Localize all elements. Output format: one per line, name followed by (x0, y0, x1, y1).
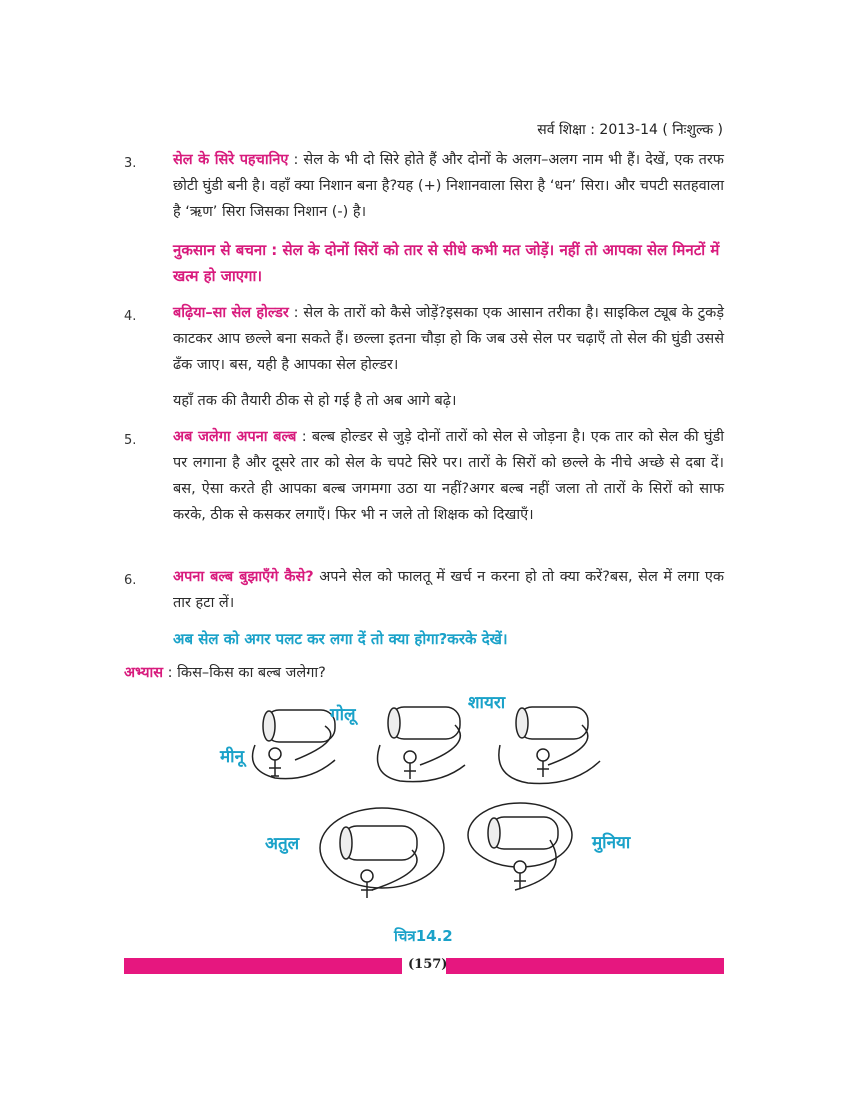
item-body (173, 564, 724, 616)
item-number: 3. (124, 156, 137, 171)
item-extra: यहाँ तक की तैयारी ठीक से हो गई है तो अब आगे बढ़े। (173, 393, 457, 409)
circuit-illustration-shayra (488, 695, 613, 790)
figure-label-golu: गोलू (330, 705, 356, 725)
item-text: : सेल के भी दो सिरे होते हैं और दोनों के अलग–अलग नाम भी हैं। देखें, एक तरफ छोटी घुंडी बनी है। वहाँ क्या निशान बना है?यह (+) निशानवाला सिरा है ‘धन’ सिरा। और चपटी सतहवाला है ‘ऋण’ सिरा जिसका निशान (-) है। (173, 152, 724, 220)
figure-label-meenu: मीनू (220, 747, 245, 767)
page-header: सर्व शिक्षा : 2013-14 ( निःशुल्क ) (537, 122, 723, 138)
footer-bar-right (446, 958, 724, 974)
item-heading: अपना बल्ब बुझाएँगे कैसे? (173, 569, 314, 585)
section-6 (124, 564, 724, 652)
item-text: : सेल के तारों को कैसे जोड़ें?इसका एक आसान तरीका है। साइकिल ट्यूब के टुकड़े काटकर आप छल्ले बना सकते हैं। छल्ला इतना चौड़ा हो कि जब उसे सेल पर चढ़ाएँ तो सेल की घुंडी उससे ढँक जाए। बस, यही है आपका सेल होल्डर। (173, 305, 724, 373)
experiment-note: अब सेल को अगर पलट कर लगा दें तो क्या होगा?करके देखें। (173, 630, 508, 648)
item-text: अपने सेल को फालतू में खर्च न करना हो तो क्या करें?बस, सेल में लगा एक तार हटा लें। (173, 569, 724, 611)
exercise-line (124, 662, 326, 682)
section-3 (124, 147, 724, 289)
exercise-label: अभ्यास (124, 665, 164, 681)
item-heading: बढ़िया–सा सेल होल्डर (173, 305, 289, 321)
section-4 (124, 300, 724, 414)
exercise-text: : किस–किस का बल्ब जलेगा? (163, 665, 326, 681)
figure-label-atul: अतुल (265, 834, 300, 854)
figure-label-shayra: शायरा (468, 693, 506, 713)
circuit-illustration-golu (365, 695, 485, 790)
footer-bar-left (124, 958, 402, 974)
item-text: : बल्ब होल्डर से जुड़े दोनों तारों को सेल से जोड़ना है। एक तार को सेल की घुंडी पर लगाना है और दूसरे तार को सेल के चपटे सिरे पर। तारों के सिरों को छल्ले के नीचे अच्छे से दबा दें। बस, ऐसा करते ही आपका बल्ब जगमगा उठा या नहीं?अगर बल्ब नहीं जला तो तारों के सिरों को साफ करके, ठीक से कसकर लगाएँ। फिर भी न जले तो शिक्षक को दिखाएँ। (173, 429, 725, 523)
section-5 (124, 424, 724, 528)
item-body (173, 300, 724, 378)
circuit-illustration-atul (312, 800, 457, 910)
circuit-illustration-muniya (460, 795, 585, 905)
item-body (173, 424, 724, 528)
item-heading: सेल के सिरे पहचानिए (173, 152, 289, 168)
item-number: 4. (124, 309, 137, 324)
item-number: 5. (124, 433, 137, 448)
item-number: 6. (124, 573, 137, 588)
figure-label-muniya: मुनिया (592, 833, 631, 853)
item-body (173, 147, 724, 225)
item-heading: अब जलेगा अपना बल्ब (173, 429, 297, 445)
figure-caption: चित्र14.2 (394, 927, 453, 945)
warning-note: नुकसान से बचना : सेल के दोनों सिरों को तार से सीधे कभी मत जोड़ें। नहीं तो आपका सेल मिनटों में खत्म हो जाएगा। (173, 241, 720, 285)
page-number: (157) (408, 957, 448, 972)
